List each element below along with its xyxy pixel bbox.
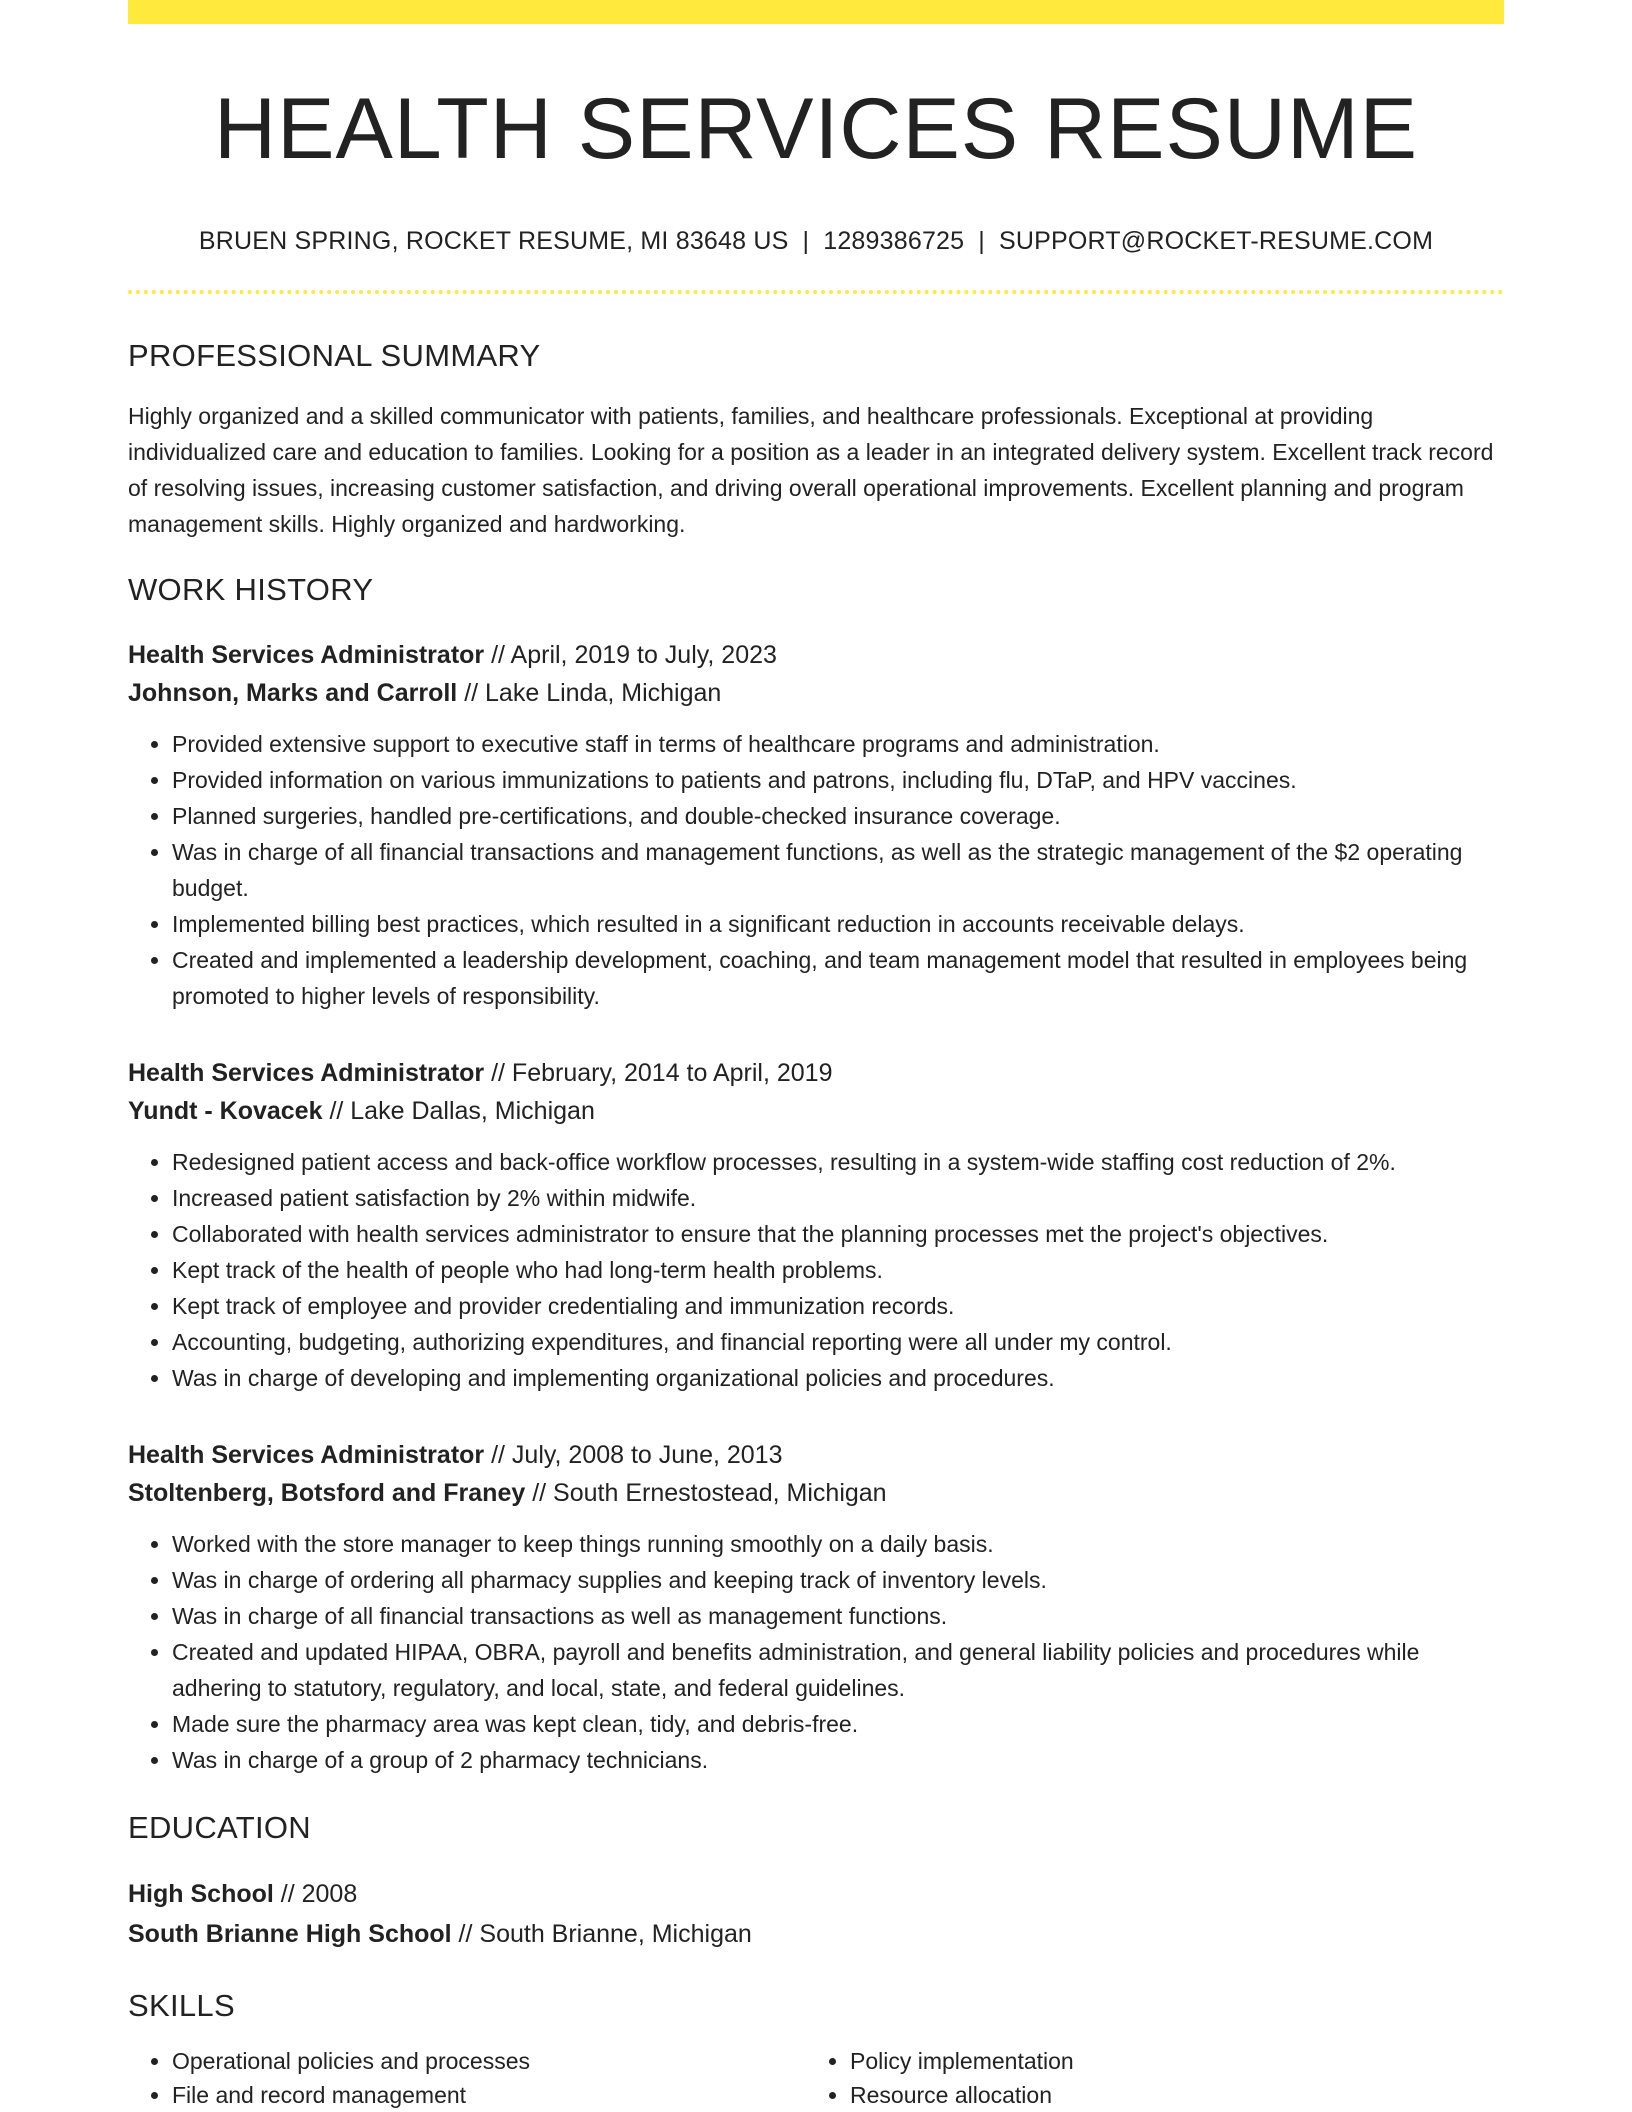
education-school: South Brianne High School [128,1919,452,1948]
bullet-item: • Was in charge of a group of 2 pharmacy technicians. [172,1742,1504,1778]
job-company: Stoltenberg, Botsford and Franey [128,1478,526,1507]
bullet-item: • Was in charge of all financial transactions and management functions, as well as the strategic management of the $2 operating budget. [172,834,1504,906]
education-location: // South Brianne, Michigan [451,1919,752,1948]
bullet-item: • Provided extensive support to executive staff in terms of healthcare programs and administration. [172,726,1504,762]
job-company-line [128,1474,1504,1512]
bullet-item: • Created and updated HIPAA, OBRA, payroll and benefits administration, and general liability policies and procedures while adhering to statutory, regulatory, and local, state, and federal guidelines. [172,1634,1504,1706]
resume-page [128,0,1504,2112]
education-heading: EDUCATION [128,1809,311,1845]
skill-item: • Policy implementation [850,2044,1484,2078]
bullet-item: • Accounting, budgeting, authorizing expenditures, and financial reporting were all under my control. [172,1324,1504,1360]
bullet-item: • Was in charge of ordering all pharmacy supplies and keeping track of inventory levels. [172,1562,1504,1598]
skill-item: • File and record management [172,2078,806,2112]
bullet-item: • Provided information on various immunizations to patients and patrons, including flu, DTaP, and HPV vaccines. [172,762,1504,798]
bullet-item: • Was in charge of developing and implementing organizational policies and procedures. [172,1360,1504,1396]
contact-line [128,227,1504,256]
skills-left-column [128,2044,806,2112]
contact-address: BRUEN SPRING, ROCKET RESUME, MI 83648 US [198,226,789,255]
contact-separator: | [802,226,810,255]
skills-columns [128,2044,1504,2112]
bullet-item: • Worked with the store manager to keep things running smoothly on a daily basis. [172,1526,1504,1562]
job-company: Yundt - Kovacek [128,1096,323,1125]
contact-separator: | [978,226,985,255]
skill-item: • Resource allocation [850,2078,1484,2112]
job-location: // South Ernestostead, Michigan [525,1478,887,1507]
bullet-item: • Implemented billing best practices, which resulted in a significant reduction in accounts receivable delays. [172,906,1504,942]
contact-email: SUPPORT@ROCKET-RESUME.COM [998,226,1434,255]
dotted-divider [128,290,1504,294]
job-bullets [128,1526,1504,1778]
work-history-heading: WORK HISTORY [128,571,374,607]
job-role: Health Services Administrator [128,1440,485,1469]
summary-text: Highly organized and a skilled communicator with patients, families, and healthcare professionals. Exceptional at providing individualized care and education to families. Looking for a position as a leader in an integrated delivery system. Excellent track record of resolving issues, increasing customer satisfaction, and driving overall operational improvements. Excellent planning and program management skills. Highly organized and hardworking. [128,402,1494,537]
job-company: Johnson, Marks and Carroll [128,678,458,707]
job-entry [128,1054,1504,1396]
bullet-item: • Created and implemented a leadership development, coaching, and team management model that resulted in employees being promoted to higher levels of responsibility. [172,942,1504,1014]
job-role-line [128,636,1504,674]
bullet-item: • Made sure the pharmacy area was kept clean, tidy, and debris-free. [172,1706,1504,1742]
job-role: Health Services Administrator [128,640,485,669]
bullet-item: • Increased patient satisfaction by 2% within midwife. [172,1180,1504,1216]
bullet-item: • Collaborated with health services administrator to ensure that the planning processes met the project's objectives. [172,1216,1504,1252]
bullet-item: • Planned surgeries, handled pre-certifications, and double-checked insurance coverage. [172,798,1504,834]
job-role-line [128,1054,1504,1092]
job-location: // Lake Dallas, Michigan [322,1096,595,1125]
job-company-line [128,1092,1504,1130]
summary-heading: PROFESSIONAL SUMMARY [128,337,541,373]
education-degree: High School [128,1879,274,1908]
skills-right-column [806,2044,1484,2112]
bullet-item: • Redesigned patient access and back-office workflow processes, resulting in a system-wide staffing cost reduction of 2%. [172,1144,1504,1180]
job-role: Health Services Administrator [128,1058,485,1087]
job-dates: // February, 2014 to April, 2019 [484,1058,833,1087]
job-role-line [128,1436,1504,1474]
top-accent-bar [128,0,1504,24]
job-location: // Lake Linda, Michigan [457,678,722,707]
education-school-line [128,1914,1504,1954]
contact-phone: 1289386725 [823,226,965,255]
education-entry [128,1874,1504,1954]
skill-item: • Operational policies and processes [172,2044,806,2078]
resume-title: HEALTH SERVICES RESUME [214,81,1418,177]
job-dates: // April, 2019 to July, 2023 [484,640,777,669]
education-degree-line [128,1874,1504,1914]
bullet-item: • Was in charge of all financial transactions as well as management functions. [172,1598,1504,1634]
education-year: // 2008 [273,1879,358,1908]
job-entry [128,1436,1504,1778]
bullet-item: • Kept track of the health of people who had long-term health problems. [172,1252,1504,1288]
job-company-line [128,674,1504,712]
job-bullets [128,1144,1504,1396]
skills-heading: SKILLS [128,1987,235,2023]
bullet-item: • Kept track of employee and provider credentialing and immunization records. [172,1288,1504,1324]
job-entry [128,636,1504,1014]
job-bullets [128,726,1504,1014]
job-dates: // July, 2008 to June, 2013 [484,1440,783,1469]
